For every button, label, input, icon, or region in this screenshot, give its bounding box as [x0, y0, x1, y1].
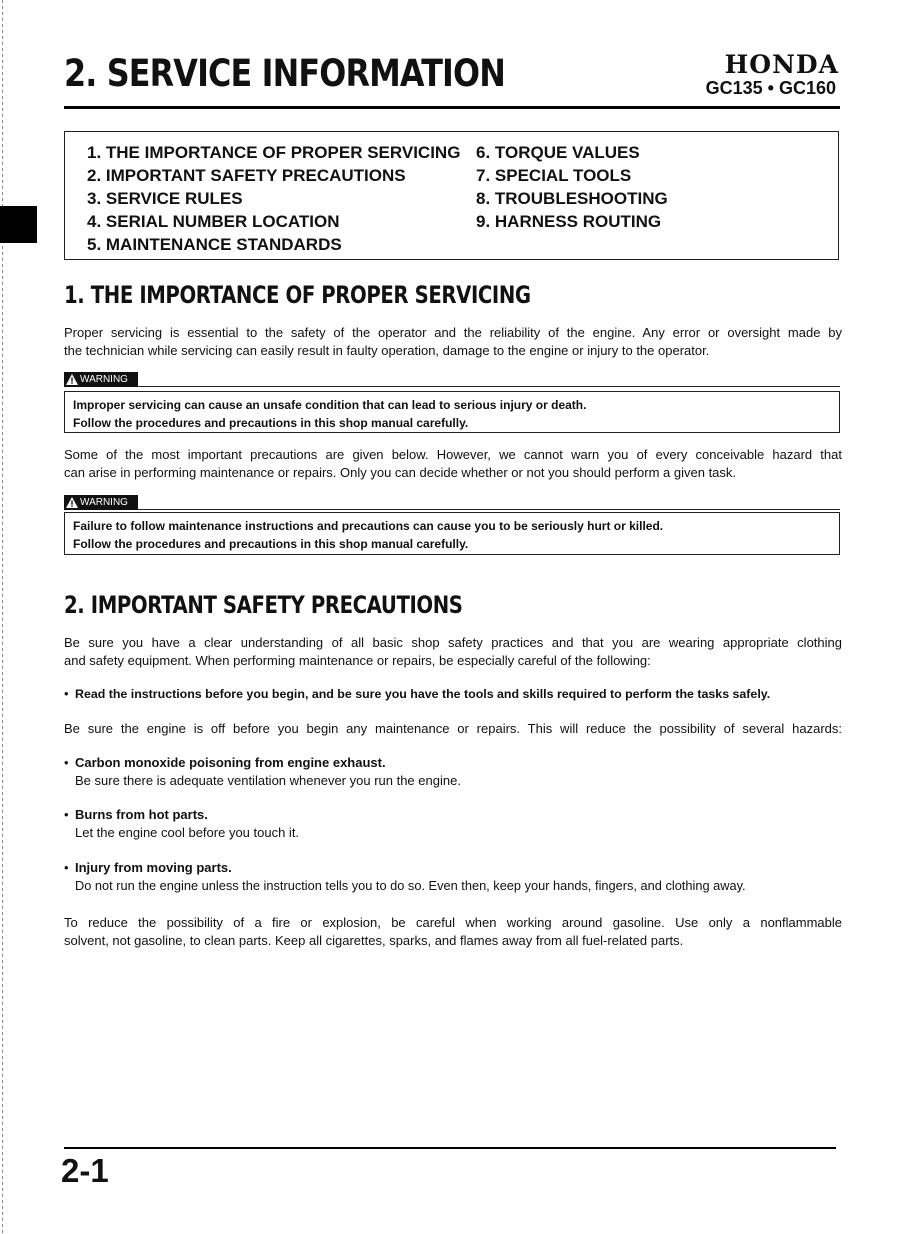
brand-logo: HONDA: [724, 50, 839, 79]
hazard-item: [64, 754, 842, 790]
toc-item[interactable]: 6. TORQUE VALUES: [476, 143, 640, 162]
toc-item[interactable]: 9. HARNESS ROUTING: [476, 212, 662, 231]
bullet-dot: •: [64, 807, 69, 822]
warning-triangle-icon: [66, 374, 78, 385]
warning-label-rule: [138, 386, 840, 387]
section-heading-safety-precautions: 2. IMPORTANT SAFETY PRECAUTIONS: [64, 591, 463, 619]
paragraph-precautions: [64, 446, 842, 482]
warning-triangle-icon: [66, 497, 78, 508]
page-number: 2-1: [61, 1152, 109, 1189]
toc-item[interactable]: 7. SPECIAL TOOLS: [476, 166, 632, 185]
paragraph-line: Be sure you have a clear understanding of all basic shop safety practices and that you are wearing appropriate clothing: [64, 635, 842, 650]
bullet-dot: •: [64, 860, 69, 875]
paragraph-fire-explosion: [64, 914, 842, 950]
bullet-title: Read the instructions before you begin, and be sure you have the tools and skills required to perform the tasks safely.: [75, 687, 771, 701]
toc-column-left: [87, 142, 460, 257]
header-rule: [64, 106, 840, 109]
footer-rule: [64, 1147, 836, 1149]
section-tab-marker: [0, 206, 37, 243]
hazard-title: Burns from hot parts.: [75, 807, 208, 822]
paragraph-proper-servicing: [64, 324, 842, 360]
paragraph-line: Be sure the engine is off before you begin any maintenance or repairs. This will reduce the possibility of several hazards:: [64, 721, 842, 736]
paragraph-line: solvent, not gasoline, to clean parts. Keep all cigarettes, sparks, and flames away from all fuel-related parts.: [64, 933, 684, 948]
paragraph-line: the technician while servicing can easily result in faulty operation, damage to the engine or injury to the operator.: [64, 343, 710, 358]
warning-text: Improper servicing can cause an unsafe condition that can lead to serious injury or death.: [73, 398, 587, 412]
bullet-dot: •: [64, 755, 69, 770]
paragraph-line: To reduce the possibility of a fire or explosion, be careful when working around gasoline. Use only a nonflammable: [64, 915, 842, 930]
warning-text: Follow the procedures and precautions in this shop manual carefully.: [73, 416, 469, 430]
warning-box-improper-servicing: [64, 391, 840, 433]
paragraph-line: can arise in performing maintenance or repairs. Only you can decide whether or not you should perform a given task.: [64, 465, 737, 480]
hazard-title: Injury from moving parts.: [75, 860, 232, 875]
warning-box-failure-to-follow: [64, 512, 840, 555]
toc-item[interactable]: 4. SERIAL NUMBER LOCATION: [87, 212, 340, 231]
warning-label-text: WARNING: [80, 374, 128, 385]
hazard-body: Do not run the engine unless the instruction tells you to do so. Even then, keep your hands, fingers, and clothing away.: [75, 878, 746, 893]
bullet-dot: •: [64, 686, 69, 701]
warning-label-text: WARNING: [80, 497, 128, 508]
hazard-body: Be sure there is adequate ventilation whenever you run the engine.: [75, 773, 461, 788]
section-heading-importance: 1. THE IMPORTANCE OF PROPER SERVICING: [64, 281, 531, 309]
warning-text: Follow the procedures and precautions in this shop manual carefully.: [73, 537, 469, 551]
toc-item[interactable]: 8. TROUBLESHOOTING: [476, 189, 668, 208]
hazard-title: Carbon monoxide poisoning from engine exhaust.: [75, 755, 386, 770]
toc-item[interactable]: 3. SERVICE RULES: [87, 189, 243, 208]
paragraph-line: and safety equipment. When performing maintenance or repairs, be especially careful of the following:: [64, 653, 651, 668]
toc-column-right: [476, 142, 668, 234]
hazard-body: Let the engine cool before you touch it.: [75, 825, 300, 840]
toc-item[interactable]: 5. MAINTENANCE STANDARDS: [87, 235, 342, 254]
warning-text: Failure to follow maintenance instructions and precautions can cause you to be seriously hurt or killed.: [73, 519, 664, 533]
paragraph-engine-off: [64, 720, 842, 738]
warning-label-rule: [138, 509, 840, 510]
page-title: 2. SERVICE INFORMATION: [64, 52, 505, 95]
model-names: GC135 • GC160: [705, 78, 836, 98]
toc-item[interactable]: 2. IMPORTANT SAFETY PRECAUTIONS: [87, 166, 406, 185]
warning-label: [64, 372, 138, 387]
paragraph-line: Some of the most important precautions are given below. However, we cannot warn you of every conceivable hazard that: [64, 447, 842, 462]
toc-item[interactable]: 1. THE IMPORTANCE OF PROPER SERVICING: [87, 143, 461, 162]
page-edge: [2, 0, 3, 1234]
hazard-item: [64, 806, 842, 842]
paragraph-line: Proper servicing is essential to the safety of the operator and the reliability of the engine. Any error or oversight made by: [64, 325, 842, 340]
hazard-item: [64, 859, 842, 895]
bullet-read-instructions: [64, 685, 842, 703]
warning-label: [64, 495, 138, 510]
paragraph-shop-safety: [64, 634, 842, 670]
table-of-contents: [64, 131, 839, 260]
